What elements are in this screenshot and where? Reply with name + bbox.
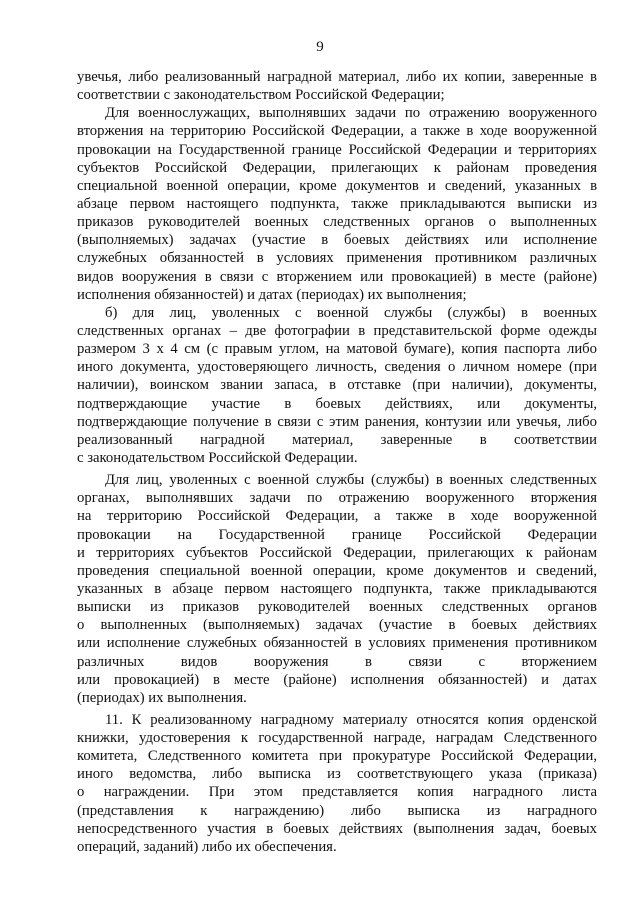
text-line: комитета, Следственного комитета при прокуратуре Российской Федерации, — [77, 748, 597, 765]
text-line: (периодах) их выполнения. — [77, 689, 247, 706]
text-line: выписки из приказов руководителей военных следственных органов — [77, 599, 597, 616]
text-line: увечья, либо реализованный наградной материал, либо их копии, заверенные в — [77, 69, 597, 85]
text-line: следственных органах – две фотографии в представительской форме одежды — [77, 322, 597, 339]
text-line: различных видов вооружения в связи с вторжением — [77, 653, 597, 670]
text-line: приказов руководителей военных следственных органов о выполненных — [77, 214, 597, 231]
paragraph — [77, 711, 597, 856]
document-body — [77, 68, 597, 856]
text-line: иного документа, удостоверяющего личность, сведения о личном номере (при — [77, 359, 597, 376]
text-line: (представления к награждению) либо выписка из наградного — [77, 802, 597, 819]
text-line: о выполненных (выполняемых) задачах (участие в боевых действиях — [77, 617, 597, 634]
text-line: субъектов Российской Федерации, прилегающих к районам проведения — [77, 159, 597, 176]
text-line: размером 3 х 4 см (с правым углом, на матовой бумаге), копия паспорта либо — [77, 341, 597, 358]
text-line: 11. К реализованному наградному материалу относятся копия орденской — [105, 711, 597, 728]
text-line: наличии), воинском звании запаса, в отставке (при наличии), документы, — [77, 377, 597, 394]
text-line: с законодательством Российской Федерации. — [77, 449, 358, 466]
text-line: или провокацией) в месте (районе) исполнения обязанностей) и датах — [77, 671, 597, 688]
text-line: (выполняемых) задачах (участие в боевых действиях или исполнение — [77, 232, 597, 249]
text-line: соответствии с законодательством Российской Федерации; — [77, 87, 445, 104]
text-line: непосредственного участия в боевых действиях (выполнения задач, боевых — [77, 820, 597, 837]
text-line: о награждении. При этом представляется копия наградного листа — [77, 784, 597, 801]
text-line: вторжения на территорию Российской Федерации, а также в ходе вооруженной — [77, 123, 597, 140]
text-line: провокации на Государственной границе Российской Федерации — [77, 526, 597, 543]
text-line: указанных в абзаце первом настоящего подпункта, также прикладываются — [77, 580, 597, 597]
text-line: и территориях субъектов Российской Федерации, прилегающих к районам — [77, 544, 597, 561]
text-line: книжки, удостоверения к государственной награде, наградам Следственного — [77, 730, 597, 747]
paragraph — [77, 471, 597, 707]
text-line: Для военнослужащих, выполнявших задачи по отражению вооруженного — [105, 105, 597, 122]
paragraph — [77, 104, 597, 304]
text-line: на территорию Российской Федерации, а также в ходе вооруженной — [77, 508, 597, 525]
text-line: подтверждающие получение в связи с этим ранения, контузии или увечья, либо — [77, 413, 597, 430]
text-line: иного ведомства, либо выписка из соответствующего указа (приказа) — [77, 766, 597, 783]
page-number: 9 — [316, 39, 324, 55]
text-line: проведения специальной военной операции, кроме документов и сведений, — [77, 562, 597, 579]
text-line: абзаце первом настоящего подпункта, также прикладываются выписки из — [77, 195, 597, 212]
text-line: специальной военной операции, кроме документов и сведений, указанных в — [77, 177, 597, 194]
text-line: провокации на Государственной границе Российской Федерации и территориях — [77, 141, 597, 158]
text-line: подтверждающие участие в боевых действиях, или документы, — [77, 395, 597, 412]
text-line: Для лиц, уволенных с военной службы (службы) в военных следственных — [105, 472, 597, 489]
text-line: реализованный наградной материал, заверенные в соответствии — [77, 431, 597, 448]
text-line: органах, выполнявших задачи по отражению вооруженного вторжения — [77, 490, 597, 507]
text-line: б) для лиц, уволенных с военной службы (службы) в военных — [105, 304, 597, 321]
paragraph — [77, 304, 597, 467]
text-line: исполнения обязанностей) и датах (периодах) их выполнения; — [77, 286, 467, 303]
text-line: видов вооружения в связи с вторжением или провокацией) в месте (районе) — [77, 268, 597, 285]
text-line: служебных обязанностей в условиях применения противником различных — [77, 250, 597, 267]
text-line: операций, заданий) либо их обеспечения. — [77, 838, 337, 855]
text-line: или исполнение служебных обязанностей в условиях применения противником — [77, 635, 597, 652]
paragraph — [77, 68, 597, 104]
